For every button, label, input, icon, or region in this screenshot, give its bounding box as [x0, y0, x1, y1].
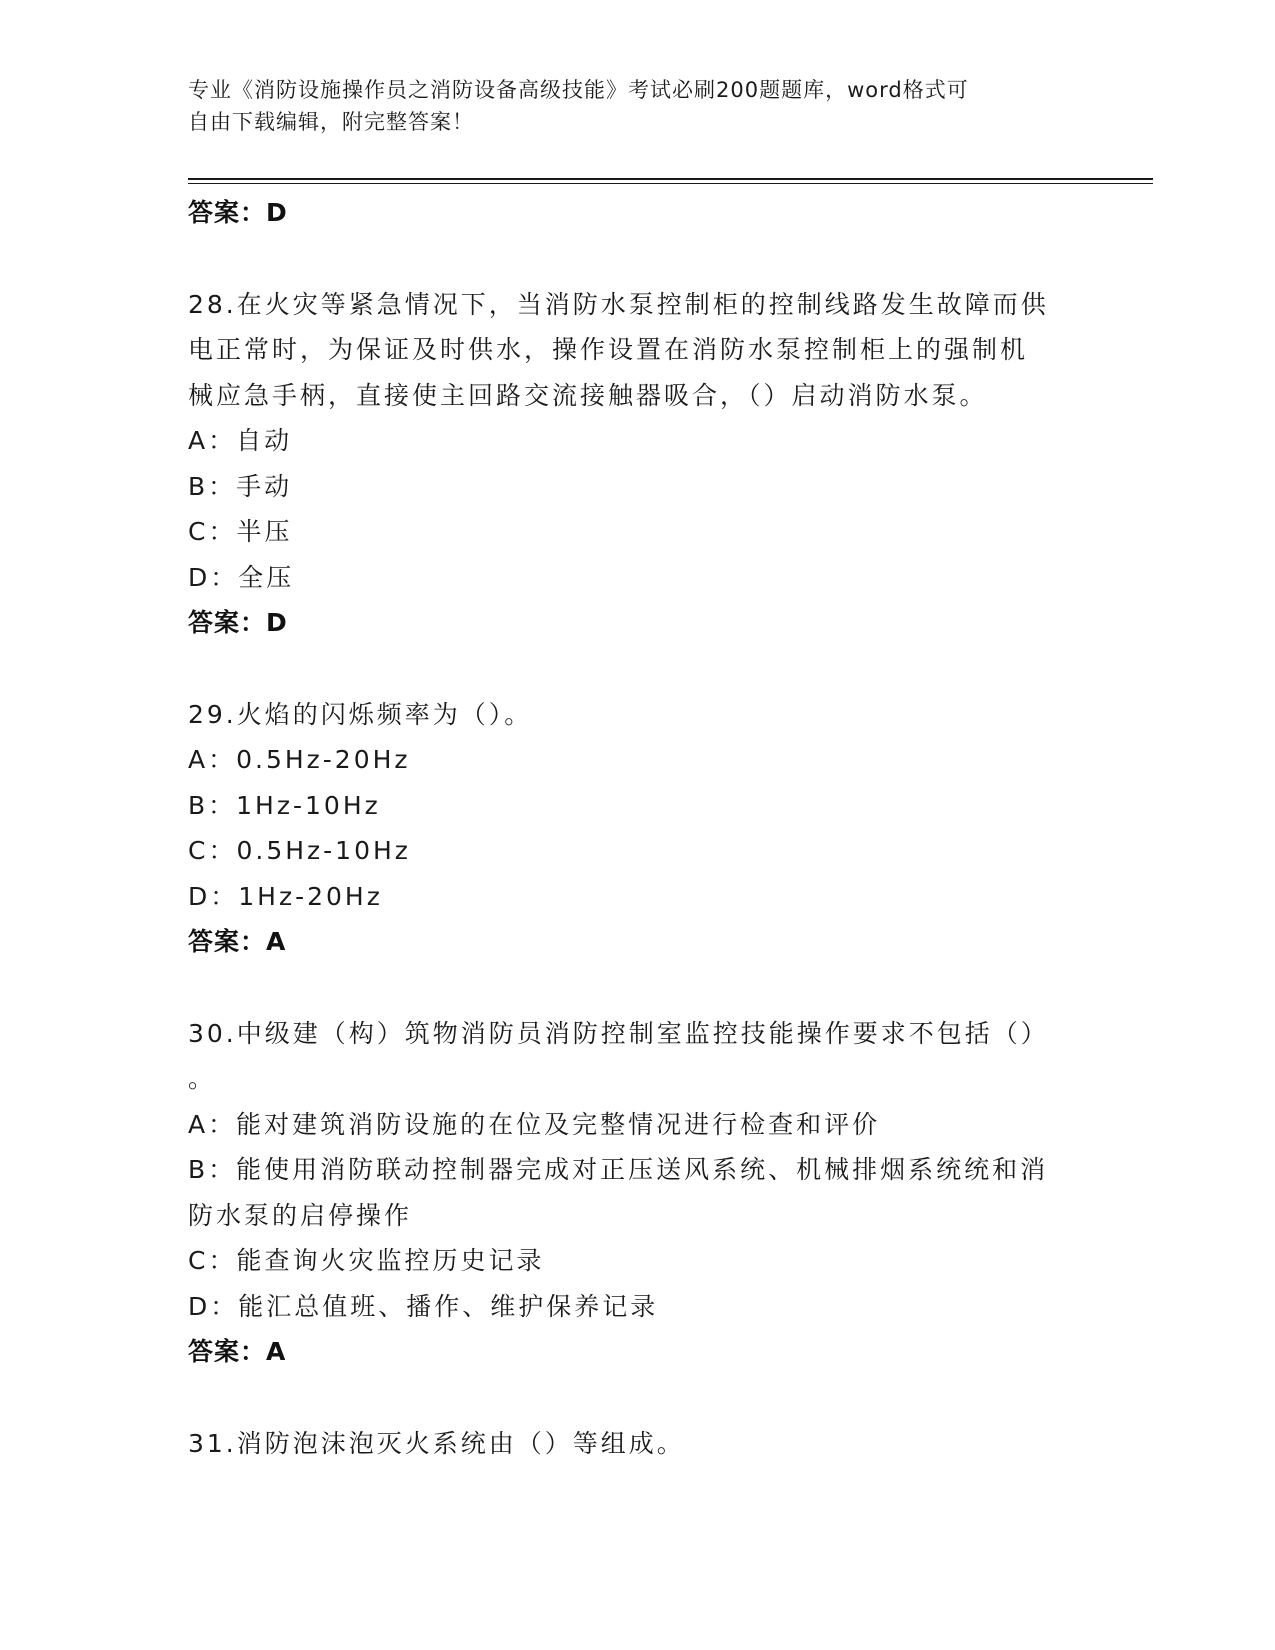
option-c: [188, 828, 1088, 874]
header-line-1: 专业《消防设施操作员之消防设备高级技能》考试必刷200题题库，word格式可: [188, 78, 969, 102]
option-d: [188, 874, 1088, 920]
option-label: D：: [188, 1291, 239, 1321]
option-a: [188, 418, 1088, 464]
answer: 答案：A: [188, 927, 287, 956]
answer: 答案：D: [188, 608, 288, 637]
option-label: C：: [188, 517, 237, 546]
option-text: 全压: [238, 562, 295, 592]
question-stem-line: 电正常时，为保证及时供水，操作设置在消防水泵控制柜上的强制机: [188, 335, 1029, 364]
spacer: [188, 646, 1088, 692]
option-label: B：: [188, 790, 237, 820]
question-list: [188, 190, 1088, 1466]
option-b-continued: 防水泵的启停操作: [188, 1200, 413, 1230]
option-b: [188, 783, 1088, 829]
header-line-2: 自由下载编辑，附完整答案！: [188, 110, 474, 134]
option-label: A：: [188, 1109, 237, 1139]
option-label: C：: [188, 1246, 237, 1275]
option-label: C：: [188, 836, 237, 865]
question-28: [188, 282, 1088, 646]
option-c: [188, 509, 1088, 555]
option-label: A：: [188, 745, 237, 774]
option-text: 0.5Hz-10Hz: [236, 836, 411, 865]
question-31: [188, 1421, 1088, 1467]
spacer: [188, 1375, 1088, 1421]
option-text: 手动: [236, 471, 293, 501]
option-text: 能汇总值班、播作、维护保养记录: [238, 1291, 659, 1321]
option-label: A：: [188, 426, 237, 455]
option-text: 半压: [236, 517, 293, 546]
option-a: [188, 737, 1088, 783]
option-text: 1Hz-20Hz: [238, 881, 383, 911]
question-stem-line: 31.消防泡沫泡灭火系统由（）等组成。: [188, 1428, 685, 1458]
question-stem-line: 械应急手柄，直接使主回路交流接触器吸合，（）启动消防水泵。: [188, 380, 988, 410]
answer-previous: 答案：D: [188, 198, 288, 227]
spacer: [188, 236, 1088, 282]
header-rule-thick: [188, 178, 1153, 180]
answer: 答案：A: [188, 1337, 287, 1366]
question-stem-line: 30.中级建（构）筑物消防员消防控制室监控技能操作要求不包括（）: [188, 1018, 1049, 1048]
option-label: B：: [188, 1155, 237, 1184]
document-header: [188, 74, 1088, 138]
question-stem-line: 28.在火灾等紧急情况下，当消防水泵控制柜的控制线路发生故障而供: [188, 289, 1049, 319]
question-29: [188, 692, 1088, 965]
option-b: [188, 1147, 1088, 1193]
option-b: [188, 464, 1088, 510]
header-rule-thin: [188, 183, 1153, 184]
option-label: D：: [188, 562, 239, 592]
question-30: [188, 1011, 1088, 1375]
option-c: [188, 1238, 1088, 1284]
option-text: 能对建筑消防设施的在位及完整情况进行检查和评价: [236, 1109, 881, 1139]
option-label: D：: [188, 881, 239, 911]
question-stem-line: 。: [188, 1064, 217, 1093]
spacer: [188, 965, 1088, 1011]
option-text: 能查询火灾监控历史记录: [236, 1246, 545, 1275]
option-text: 能使用消防联动控制器完成对正压送风系统、机械排烟系统统和消: [236, 1155, 1049, 1184]
option-text: 0.5Hz-20Hz: [236, 745, 411, 774]
question-stem-line: 29.火焰的闪烁频率为（）。: [188, 699, 533, 729]
option-label: B：: [188, 471, 237, 501]
option-d: [188, 555, 1088, 601]
option-text: 自动: [236, 426, 293, 455]
option-text: 1Hz-10Hz: [236, 790, 381, 820]
option-a: [188, 1102, 1088, 1148]
option-d: [188, 1284, 1088, 1330]
